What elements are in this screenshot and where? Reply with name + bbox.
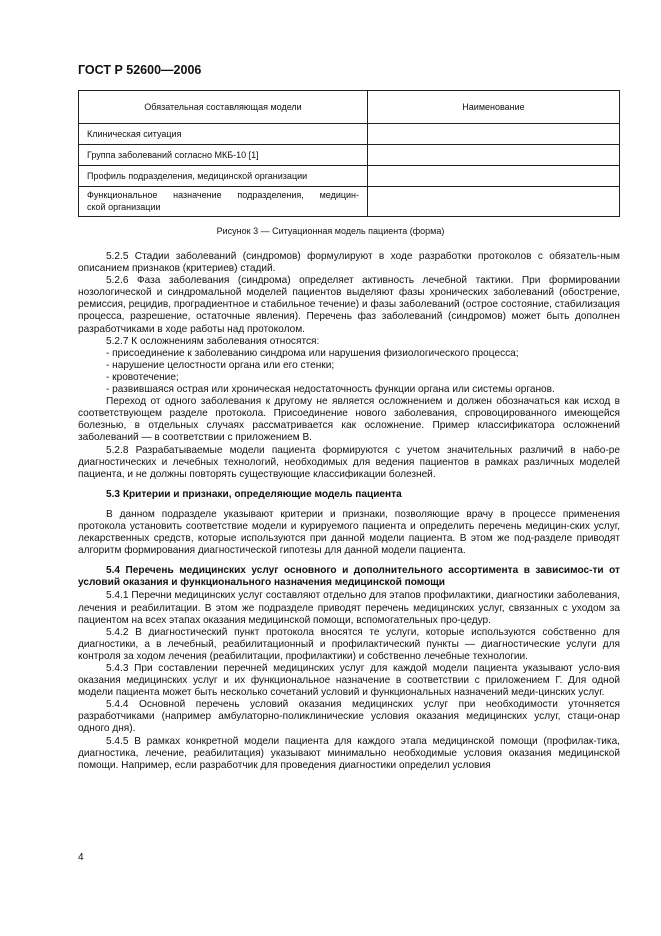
row-label-line: ской организации bbox=[87, 201, 161, 212]
table-row bbox=[79, 124, 620, 145]
section-heading: 5.3 Критерии и признаки, определяющие модель пациента bbox=[106, 488, 402, 500]
paragraph: Переход от одного заболевания к другому не является осложнением и должен обозначаться как исход в соответствующем разделе протокола. Присоединение нового заболевания, спровоцированного имеющейся болезнью, в отдельных случаях рассматривается как осложнение. Пример классификатора осложнений заболеваний — в соответствии с приложением В. bbox=[78, 396, 620, 444]
table-row bbox=[79, 187, 620, 217]
row-label: Профиль подразделения, медицинской организации bbox=[79, 166, 368, 187]
row-value bbox=[368, 145, 620, 166]
table-row bbox=[79, 166, 620, 187]
body-text bbox=[78, 251, 620, 772]
row-label: Клиническая ситуация bbox=[79, 124, 368, 145]
list-item: - кровотечение; bbox=[106, 371, 179, 383]
document-header: ГОСТ Р 52600—2006 bbox=[78, 63, 202, 77]
paragraph: 5.2.5 Стадии заболеваний (синдромов) формулируют в ходе разработки протоколов с обязатель-ным описанием признаков (критериев) стадий. bbox=[78, 251, 620, 275]
list-item: - нарушение целостности органа или его стенки; bbox=[106, 359, 335, 371]
column-header-component: Обязательная составляющая модели bbox=[79, 91, 368, 124]
paragraph: В данном подразделе указывают критерии и признаки, позволяющие врачу в процессе применения протокола установить соответствие модели и курируемого пациента и определить перечень медицин-ских услуг, лекарственных средств, которые используются при данной модели пациента. В этом же под-разделе приводят алгоритм формирования диагностической гипотезы для данной модели пациента. bbox=[78, 508, 620, 557]
patient-model-form-table bbox=[78, 90, 620, 217]
row-label: Группа заболеваний согласно МКБ-10 [1] bbox=[79, 145, 368, 166]
list-item: - присоединение к заболеванию синдрома или нарушения физиологического процесса; bbox=[106, 347, 519, 359]
row-value bbox=[368, 166, 620, 187]
row-value bbox=[368, 187, 620, 217]
paragraph: 5.4.2 В диагностический пункт протокола вносятся те услуги, которые используются собственно для диагностики, а в лечебный, реабилитационный и профилактический пункты — диагностические услуги для контроля за ходом лечения (реабилитации, профилактики) и собственно лечебные технологии. bbox=[78, 626, 620, 662]
list-item: - развившаяся острая или хроническая недостаточность функции органа или системы органов. bbox=[106, 384, 555, 396]
paragraph: 5.4.3 При составлении перечней медицинских услуг для каждой модели пациента указывают усло-вия оказания медицинских услуг и их функциональное назначение в соответствии с приложением Г. Для одной модели пациента может быть несколько сочетаний условий и функциональных назначений меди-цинских услуг. bbox=[78, 663, 620, 699]
paragraph: 5.4.5 В рамках конкретной модели пациента для каждого этапа медицинской помощи (профилак-тика, диагностика, лечение, реабилитация) указывают минимально необходимые условия оказания медицинской помощи. Например, если разработчик для проведения диагностики определил условия bbox=[78, 735, 620, 771]
row-value bbox=[368, 124, 620, 145]
table-row bbox=[79, 145, 620, 166]
table-header-row bbox=[79, 91, 620, 124]
paragraph: 5.4.1 Перечни медицинских услуг составляют отдельно для этапов профилактики, диагностики заболевания, лечения и реабилитации. В этом же подразделе приводят перечень медицинских услуг, связанных с уходом за пациентом на всех этапах оказания медицинской помощи, вспомогательных про-цедур. bbox=[78, 590, 620, 626]
section-heading: 5.4 Перечень медицинских услуг основного и дополнительного ассортимента в зависимос-ти от условий оказания и функционального назначения медицинской помощи bbox=[78, 565, 620, 589]
paragraph: 5.2.6 Фаза заболевания (синдрома) определяет активность лечебной тактики. При формировании нозологической и синдромальной моделей пациентов выделяют фазы хронических заболеваний (обострение, ремиссия, рецидив, проградиентное и стабильное течение) и фазы заболеваний (острое состояние, стабилизация процесса, разрешение, остаточные явления). Перечень фаз заболеваний (синдромов) может быть дополнен разработчиками в ходе работы над протоколом. bbox=[78, 275, 620, 335]
paragraph: 5.4.4 Основной перечень условий оказания медицинских услуг при необходимости уточняется разработчиками (например амбулаторно-поликлинические условия оказания медицинских услуг, стаци-онар одного дня). bbox=[78, 699, 620, 735]
paragraph: 5.2.8 Разрабатываемые модели пациента формируются с учетом значительных различий в набо-ре диагностических и лечебных технологий, необходимых для ведения пациентов в рамках различных моделей пациента, и не должны повторять существующие классификации болезней. bbox=[78, 444, 620, 480]
row-label bbox=[79, 187, 368, 217]
page-number: 4 bbox=[78, 852, 84, 863]
column-header-name: Наименование bbox=[368, 91, 620, 124]
row-label-line: Функциональное назначение подразделения, медицин- bbox=[87, 190, 359, 200]
paragraph: 5.2.7 К осложнениям заболевания относятся: bbox=[106, 335, 320, 347]
figure-caption: Рисунок 3 — Ситуационная модель пациента (форма) bbox=[216, 226, 445, 236]
